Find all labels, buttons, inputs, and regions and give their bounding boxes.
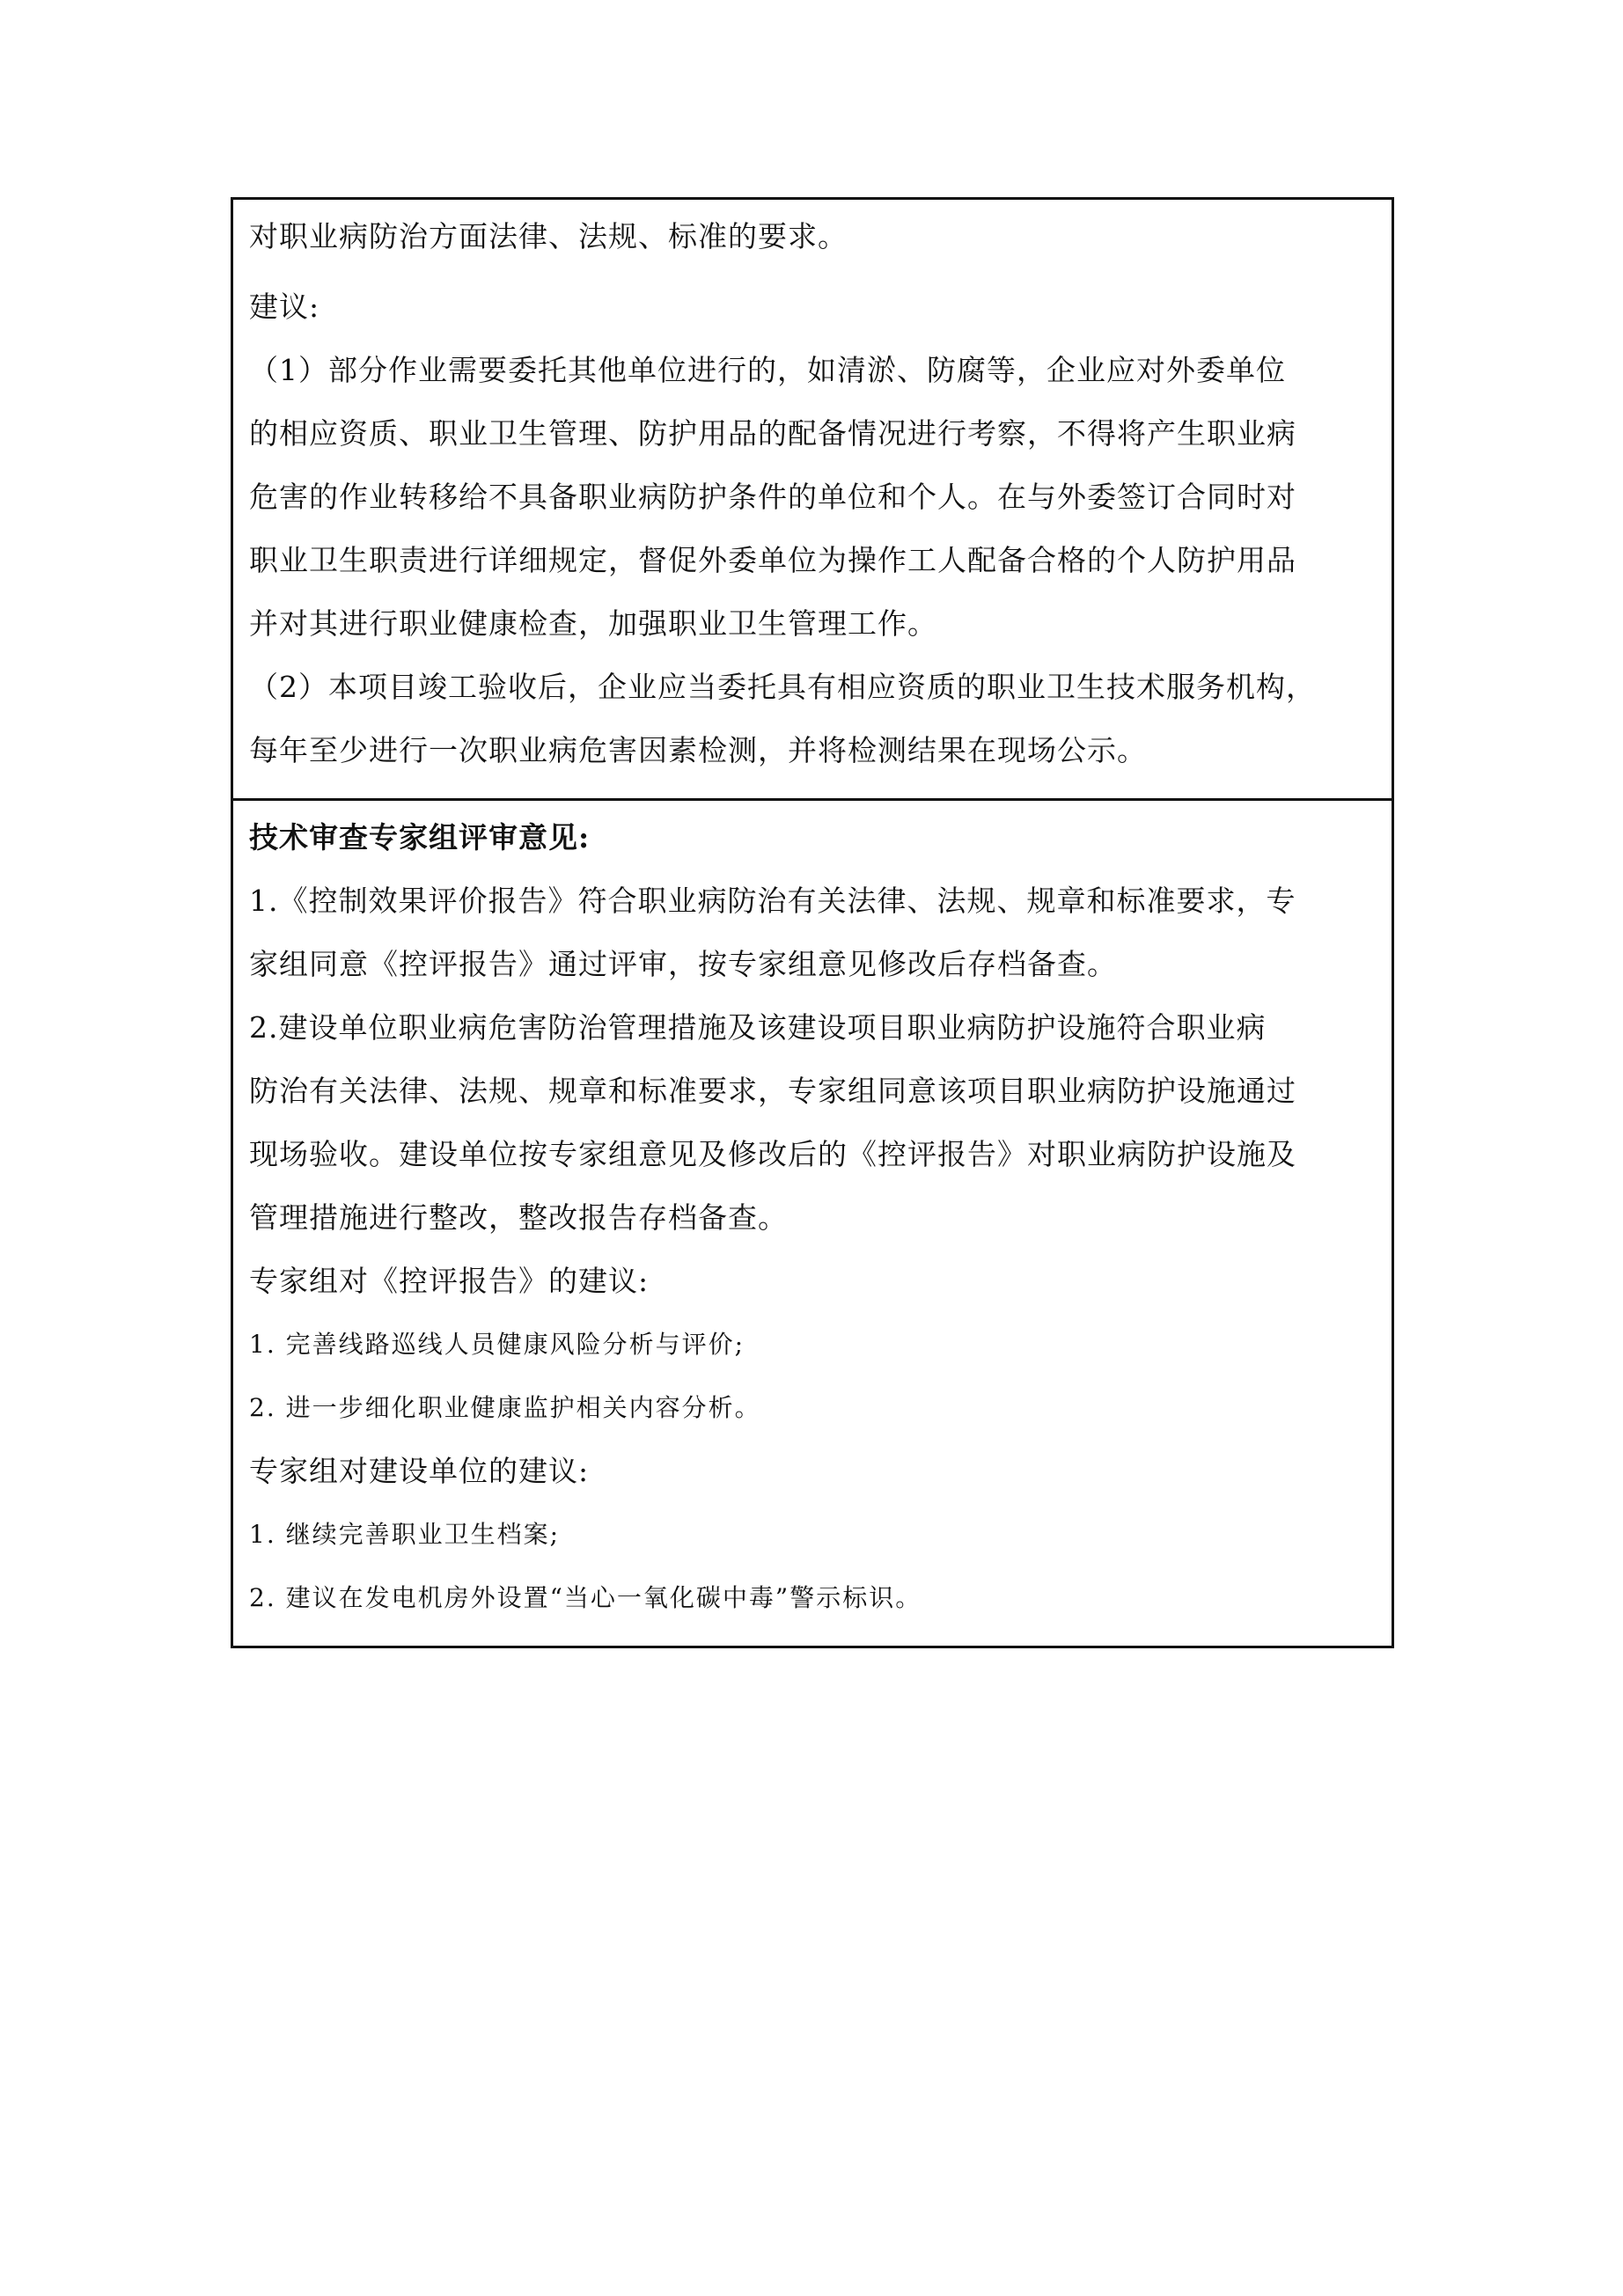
text-line: 每年至少进行一次职业病危害因素检测，并将检测结果在现场公示。 [249,733,1147,767]
text-line: 1.《控制效果评价报告》符合职业病防治有关法律、法规、规章和标准要求，专 [249,884,1296,918]
text-line: 的相应资质、职业卫生管理、防护用品的配备情况进行考察，不得将产生职业病 [249,416,1296,451]
list-item: 1. 继续完善职业卫生档案; [249,1520,561,1549]
expert-opinion-heading: 技术审查专家组评审意见: [249,820,591,855]
text-line: （2）本项目竣工验收后，企业应当委托具有相应资质的职业卫生技术服务机构， [249,670,1316,704]
text-line: 2.建设单位职业病危害防治管理措施及该建设项目职业病防护设施符合职业病 [249,1010,1267,1045]
expert-opinion-cell [232,800,1393,1647]
text-line: 危害的作业转移给不具备职业病防护条件的单位和个人。在与外委签订合同时对 [249,480,1296,514]
text-line: 家组同意《控评报告》通过评审，按专家组意见修改后存档备查。 [249,947,1117,981]
text-line: 现场验收。建设单位按专家组意见及修改后的《控评报告》对职业病防护设施及 [249,1137,1296,1171]
suggestion-label: 建议: [249,290,320,324]
review-table [231,197,1394,1648]
report-suggestion-heading: 专家组对《控评报告》的建议: [249,1264,650,1298]
list-item: 2. 进一步细化职业健康监护相关内容分析。 [249,1393,761,1422]
table-row [232,199,1393,800]
text-line: 对职业病防治方面法律、法规、标准的要求。 [249,219,848,253]
text-line: 防治有关法律、法规、规章和标准要求，专家组同意该项目职业病防护设施通过 [249,1074,1296,1108]
table-row [232,800,1393,1647]
text-line: 职业卫生职责进行详细规定，督促外委单位为操作工人配备合格的个人防护用品 [249,543,1296,577]
list-item: 2. 建议在发电机房外设置“当心一氧化碳中毒”警示标识。 [249,1583,922,1612]
suggestions-cell [232,199,1393,800]
text-line: 并对其进行职业健康检查，加强职业卫生管理工作。 [249,606,937,641]
text-line: 管理措施进行整改，整改报告存档备查。 [249,1200,788,1235]
text-line: （1）部分作业需要委托其他单位进行的，如清淤、防腐等，企业应对外委单位 [249,353,1286,387]
unit-suggestion-heading: 专家组对建设单位的建议: [249,1454,590,1488]
list-item: 1. 完善线路巡线人员健康风险分析与评价; [249,1330,745,1359]
